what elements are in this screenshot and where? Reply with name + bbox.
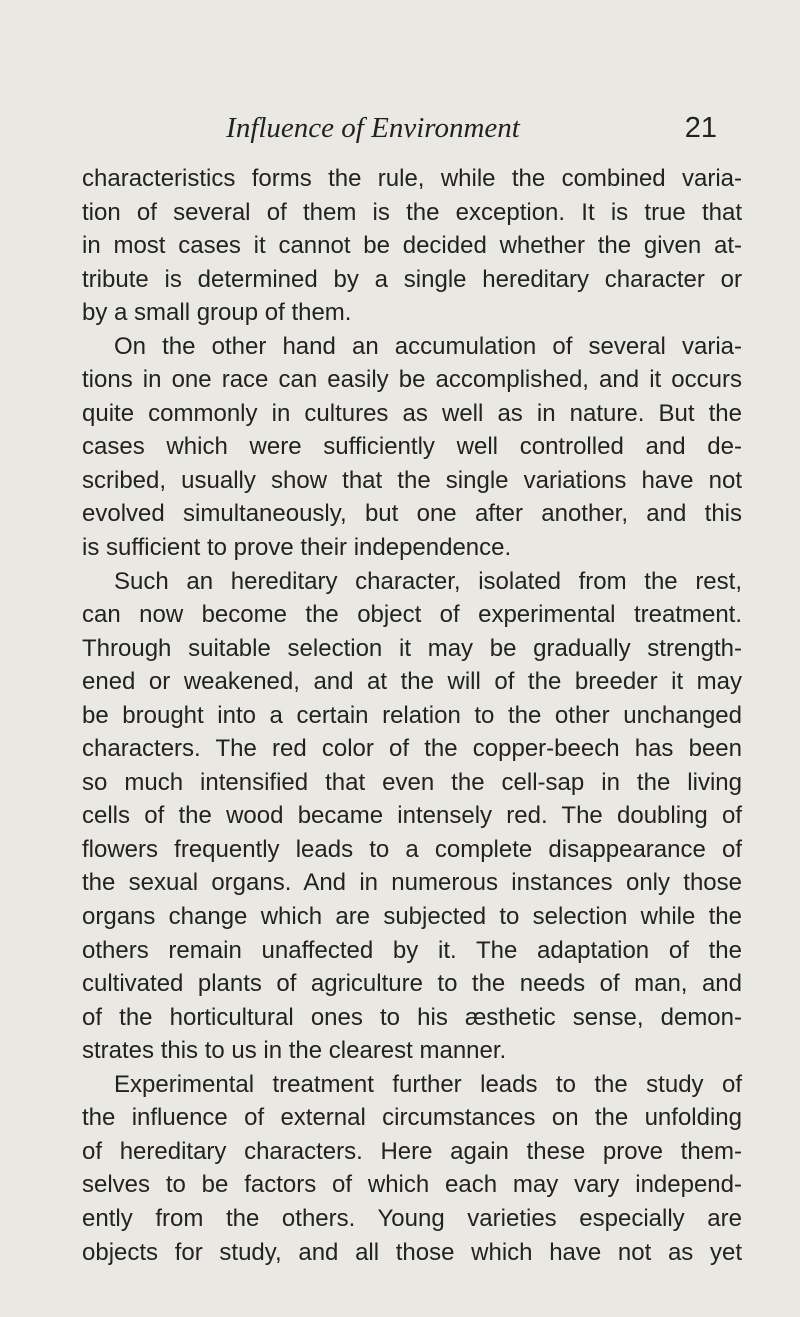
text-line: is sufficient to prove their independence. [82, 534, 512, 562]
text-line: the influence of external circumstances on the unfolding [82, 1104, 742, 1132]
text-line: Experimental treatment further leads to the study of [114, 1070, 742, 1098]
text-line: others remain unaffected by it. The adaptation of the [82, 936, 742, 964]
text-line: can now become the object of experimental treatment. [82, 601, 742, 629]
text-line: in most cases it cannot be decided whether the given at- [82, 232, 742, 260]
text-line: cases which were sufficiently well controlled and de- [82, 433, 742, 461]
body-text [82, 162, 742, 1269]
text-line: flowers frequently leads to a complete disappearance of [82, 835, 742, 863]
text-line: of hereditary characters. Here again these prove them- [82, 1137, 742, 1165]
text-line: scribed, usually show that the single variations have not [82, 466, 742, 494]
text-line: characteristics forms the rule, while the combined varia- [82, 165, 742, 192]
text-line: tions in one race can easily be accomplished, and it occurs [82, 366, 742, 394]
text-line: tribute is determined by a single hereditary character or [82, 265, 742, 293]
running-head: Influence of Environment [226, 112, 520, 144]
text-line: ened or weakened, and at the will of the breeder it may [82, 668, 742, 696]
text-line: the sexual organs. And in numerous instances only those [82, 869, 742, 897]
page-number: 21 [684, 112, 717, 144]
text-line: objects for study, and all those which have not as yet [82, 1238, 742, 1266]
text-line: quite commonly in cultures as well as in nature. But the [82, 399, 742, 427]
text-line: characters. The red color of the copper-beech has been [82, 735, 742, 763]
text-line: strates this to us in the clearest manner. [82, 1037, 507, 1065]
text-line: by a small group of them. [82, 299, 352, 327]
text-line: cells of the wood became intensely red. The doubling of [82, 802, 742, 830]
text-line: ently from the others. Young varieties especially are [82, 1204, 742, 1232]
text-line: of the horticultural ones to his æsthetic sense, demon- [82, 1003, 742, 1031]
text-line: be brought into a certain relation to the other unchanged [82, 701, 742, 729]
text-line: so much intensified that even the cell-sap in the living [82, 768, 742, 796]
text-line: evolved simultaneously, but one after another, and this [82, 500, 742, 528]
text-line: On the other hand an accumulation of several varia- [114, 332, 742, 360]
text-line: selves to be factors of which each may vary independ- [82, 1171, 742, 1199]
page-header [0, 108, 800, 148]
text-line: tion of several of them is the exception. It is true that [82, 198, 742, 226]
text-line: cultivated plants of agriculture to the needs of man, and [82, 970, 742, 998]
text-line: Through suitable selection it may be gradually strength- [82, 634, 742, 662]
text-line: Such an hereditary character, isolated from the rest, [114, 567, 742, 595]
text-line: organs change which are subjected to selection while the [82, 903, 742, 931]
